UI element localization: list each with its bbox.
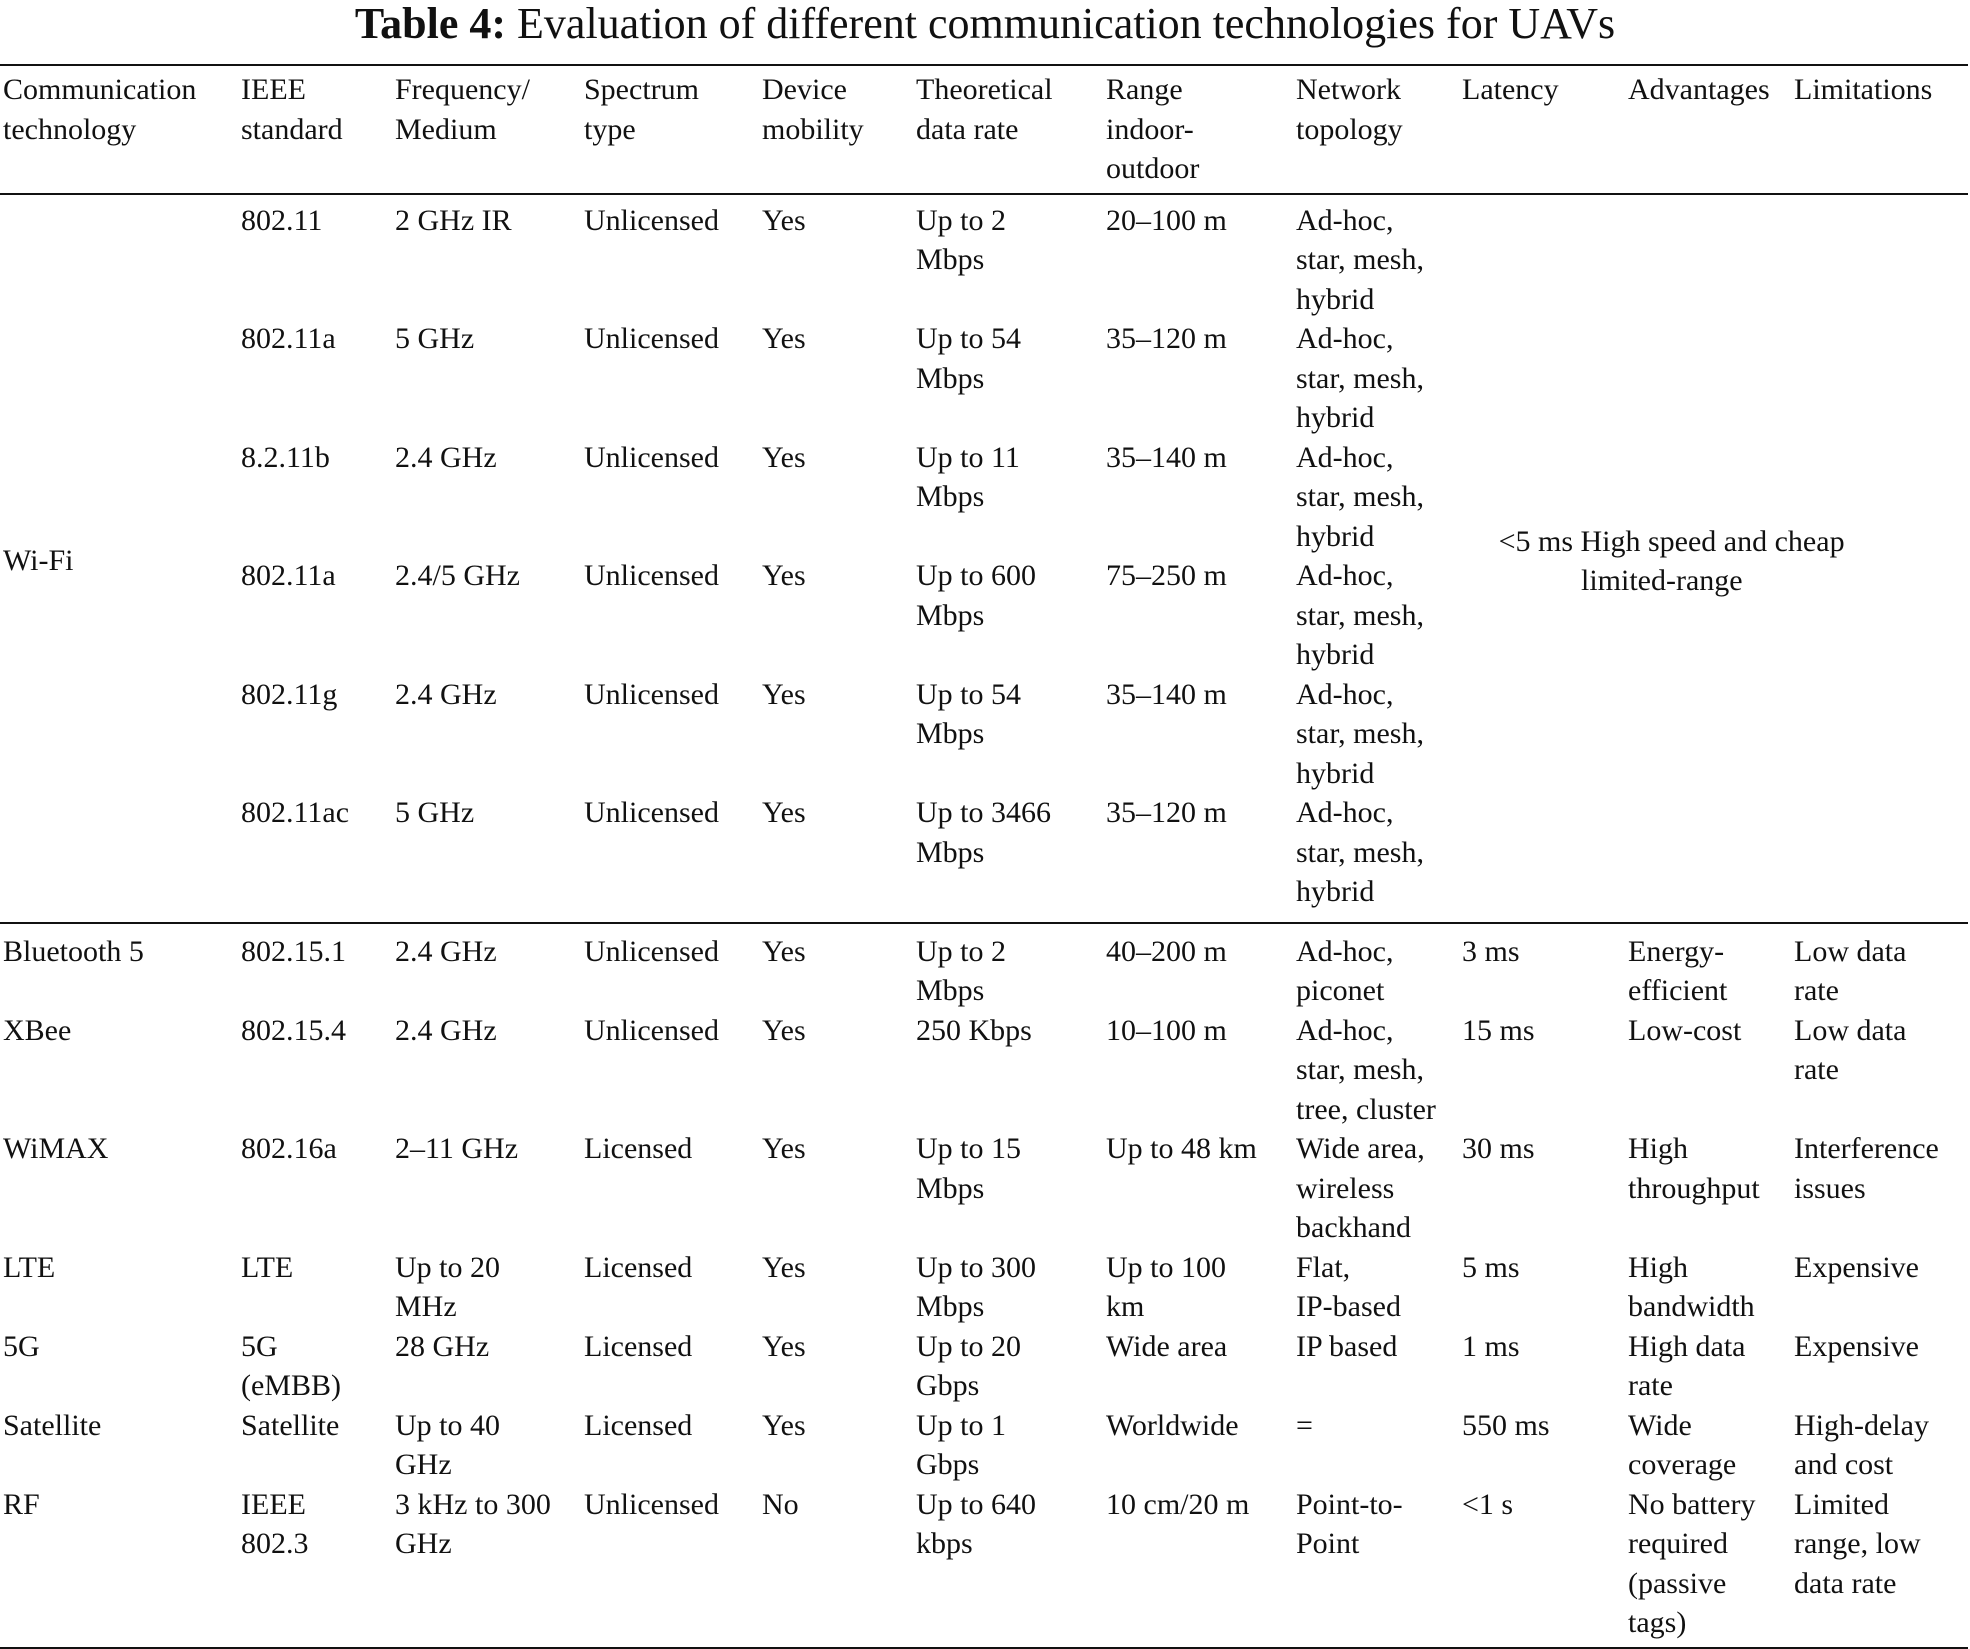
cell-rate: Up to 54 Mbps [916, 677, 1021, 750]
cell-range: 75–250 m [1106, 559, 1227, 592]
cell-rate: Up to 2 Mbps [916, 934, 1006, 1007]
cell-mobility: Yes [762, 796, 806, 829]
cell-standard: IEEE 802.3 [241, 1487, 309, 1560]
cell-technology: 5G [3, 1329, 40, 1363]
cell-range: 35–140 m [1106, 440, 1227, 474]
header-technology: Communication technology [3, 73, 197, 146]
cell-range: 10 cm/20 m [1106, 1487, 1250, 1521]
cell-standard: LTE [241, 1250, 294, 1284]
header-data-rate: Theoretical data rate [916, 73, 1053, 146]
cell-standard: 802.11ac [241, 796, 350, 829]
cell-advantages: Low-cost [1628, 1013, 1742, 1047]
cell-limitations: High-delay and cost [1794, 1408, 1929, 1481]
cell-spectrum: Unlicensed [584, 1487, 719, 1521]
cell-rate: Up to 640 kbps [916, 1487, 1036, 1560]
table-row [0, 1327, 1968, 1406]
cell-frequency: 5 GHz [395, 322, 475, 355]
cell-mobility: Yes [762, 934, 806, 968]
cell-advantages: No battery required (passive tags) [1628, 1487, 1756, 1639]
header-range: Range indoor- outdoor [1106, 73, 1200, 185]
header-topology: Network topology [1296, 73, 1403, 146]
cell-latency: 3 ms [1462, 934, 1520, 968]
comparison-table [0, 64, 1968, 1649]
cell-topology: Flat, IP-based [1296, 1250, 1401, 1323]
cell-mobility: Yes [762, 1250, 806, 1284]
wifi-latency: <5 ms [1498, 524, 1573, 558]
cell-rate: Up to 3466 Mbps [916, 796, 1051, 869]
cell-advantages: High bandwidth [1628, 1250, 1755, 1323]
cell-limitations: Low data rate [1794, 934, 1907, 1007]
cell-frequency: 28 GHz [395, 1329, 490, 1363]
cell-standard: 802.11a [241, 559, 336, 592]
cell-spectrum: Licensed [584, 1408, 693, 1442]
cell-range: Up to 100 km [1106, 1250, 1226, 1323]
table-row [0, 1406, 1968, 1485]
table-row [0, 1485, 1968, 1648]
cell-mobility: Yes [762, 559, 806, 592]
cell-spectrum: Unlicensed [584, 934, 719, 968]
cell-technology: LTE [3, 1250, 56, 1284]
cell-latency: 15 ms [1462, 1013, 1535, 1047]
cell-frequency: 3 kHz to 300 GHz [395, 1487, 551, 1560]
cell-standard: 802.11 [241, 203, 323, 237]
cell-standard: 802.15.1 [241, 934, 346, 968]
caption-label: Table 4: [354, 0, 507, 48]
cell-latency: 30 ms [1462, 1132, 1535, 1165]
wifi-technology-cell: Wi-Fi [3, 544, 74, 578]
header-row [0, 65, 1968, 194]
cell-range: 35–120 m [1106, 322, 1227, 355]
cell-frequency: 2 GHz IR [395, 203, 512, 237]
cell-topology: Ad-hoc, star, mesh, tree, cluster [1296, 1013, 1436, 1126]
cell-technology: WiMAX [3, 1132, 109, 1165]
cell-rate: Up to 11 Mbps [916, 440, 1020, 513]
cell-frequency: 2–11 GHz [395, 1132, 519, 1165]
cell-topology: Ad-hoc, star, mesh, hybrid [1296, 440, 1424, 553]
cell-spectrum: Unlicensed [584, 796, 719, 829]
cell-spectrum: Licensed [584, 1132, 693, 1165]
cell-topology: Wide area, wireless backhand [1296, 1132, 1425, 1244]
cell-standard: 802.11a [241, 322, 336, 355]
cell-frequency: 2.4 GHz [395, 677, 497, 711]
table-row [0, 1248, 1968, 1327]
cell-mobility: Yes [762, 1013, 806, 1047]
cell-latency: 550 ms [1462, 1408, 1550, 1442]
cell-mobility: Yes [762, 203, 806, 237]
cell-frequency: 2.4/5 GHz [395, 559, 520, 592]
cell-spectrum: Unlicensed [584, 559, 719, 592]
header-limitations: Limitations [1794, 73, 1933, 106]
cell-spectrum: Licensed [584, 1250, 693, 1284]
cell-frequency: 5 GHz [395, 796, 475, 829]
cell-standard: 5G (eMBB) [241, 1329, 341, 1402]
cell-topology: Ad-hoc, star, mesh, hybrid [1296, 559, 1424, 671]
table-row [0, 1011, 1968, 1130]
header-spectrum: Spectrum type [584, 73, 699, 146]
cell-advantages: Energy- efficient [1628, 934, 1728, 1007]
cell-mobility: Yes [762, 677, 806, 711]
cell-limitations: Expensive [1794, 1250, 1919, 1284]
header-advantages: Advantages [1628, 73, 1770, 106]
cell-limitations: Limited range, low data rate [1794, 1487, 1921, 1600]
cell-rate: 250 Kbps [916, 1013, 1032, 1047]
cell-advantages: High data rate [1628, 1329, 1746, 1402]
cell-latency: <1 s [1462, 1487, 1514, 1521]
cell-standard: 8.2.11b [241, 440, 330, 474]
cell-frequency: 2.4 GHz [395, 934, 497, 968]
cell-mobility: Yes [762, 440, 806, 474]
cell-standard: 802.11g [241, 677, 338, 711]
cell-range: 10–100 m [1106, 1013, 1227, 1047]
cell-spectrum: Unlicensed [584, 440, 719, 474]
cell-mobility: Yes [762, 1132, 806, 1165]
cell-advantages: High throughput [1628, 1132, 1760, 1205]
cell-rate: Up to 2 Mbps [916, 203, 1006, 276]
wifi-latency-advantages-cell [1459, 194, 1968, 923]
cell-topology: Ad-hoc, star, mesh, hybrid [1296, 203, 1424, 316]
cell-topology: = [1296, 1408, 1313, 1442]
cell-spectrum: Licensed [584, 1329, 693, 1363]
cell-latency: 5 ms [1462, 1250, 1520, 1284]
cell-mobility: Yes [762, 1408, 806, 1442]
table-row [0, 194, 1968, 320]
table-row [0, 923, 1968, 1011]
cell-latency: 1 ms [1462, 1329, 1520, 1363]
cell-standard: 802.16a [241, 1132, 337, 1165]
caption-text: Evaluation of different communication technologies for UAVs [517, 0, 1616, 48]
wifi-advantages: High speed and cheap [1580, 524, 1845, 558]
cell-limitations: Expensive [1794, 1329, 1919, 1363]
header-frequency: Frequency/ Medium [395, 73, 530, 146]
header-latency: Latency [1462, 73, 1559, 106]
cell-technology: XBee [3, 1013, 72, 1047]
cell-spectrum: Unlicensed [584, 677, 719, 711]
cell-rate: Up to 1 Gbps [916, 1408, 1006, 1481]
cell-rate: Up to 54 Mbps [916, 322, 1021, 395]
cell-range: Worldwide [1106, 1408, 1239, 1442]
cell-mobility: Yes [762, 322, 806, 355]
cell-standard: 802.15.4 [241, 1013, 346, 1047]
cell-limitations: Interference issues [1794, 1132, 1939, 1205]
cell-range: 40–200 m [1106, 934, 1227, 968]
cell-topology: Ad-hoc, star, mesh, hybrid [1296, 322, 1424, 434]
table-caption [0, 0, 1970, 50]
cell-mobility: Yes [762, 1329, 806, 1363]
cell-advantages: Wide coverage [1628, 1408, 1737, 1481]
cell-frequency: Up to 20 MHz [395, 1250, 500, 1323]
cell-topology: Ad-hoc, star, mesh, hybrid [1296, 677, 1424, 790]
cell-rate: Up to 20 Gbps [916, 1329, 1021, 1402]
cell-limitations: Low data rate [1794, 1013, 1907, 1086]
cell-technology: RF [3, 1487, 40, 1521]
cell-spectrum: Unlicensed [584, 322, 719, 355]
cell-standard: Satellite [241, 1408, 340, 1442]
header-mobility: Device mobility [762, 73, 864, 146]
cell-topology: Point-to- Point [1296, 1487, 1403, 1560]
cell-range: 35–140 m [1106, 677, 1227, 711]
cell-rate: Up to 300 Mbps [916, 1250, 1036, 1323]
cell-mobility: No [762, 1487, 799, 1521]
cell-topology: IP based [1296, 1329, 1398, 1363]
cell-spectrum: Unlicensed [584, 1013, 719, 1047]
cell-frequency: Up to 40 GHz [395, 1408, 500, 1481]
cell-technology: Satellite [3, 1408, 102, 1442]
cell-topology: Ad-hoc, piconet [1296, 934, 1394, 1007]
cell-technology: Bluetooth 5 [3, 934, 144, 968]
cell-range: Up to 48 km [1106, 1132, 1257, 1165]
cell-topology: Ad-hoc, star, mesh, hybrid [1296, 796, 1424, 908]
cell-rate: Up to 15 Mbps [916, 1132, 1021, 1205]
cell-range: Wide area [1106, 1329, 1228, 1363]
header-ieee-standard: IEEE standard [241, 73, 343, 146]
cell-frequency: 2.4 GHz [395, 1013, 497, 1047]
cell-frequency: 2.4 GHz [395, 440, 497, 474]
cell-spectrum: Unlicensed [584, 203, 719, 237]
wifi-limitations: limited-range [1581, 564, 1743, 597]
cell-range: 35–120 m [1106, 796, 1227, 829]
cell-range: 20–100 m [1106, 203, 1227, 237]
cell-rate: Up to 600 Mbps [916, 559, 1036, 632]
table-row [0, 1129, 1968, 1248]
